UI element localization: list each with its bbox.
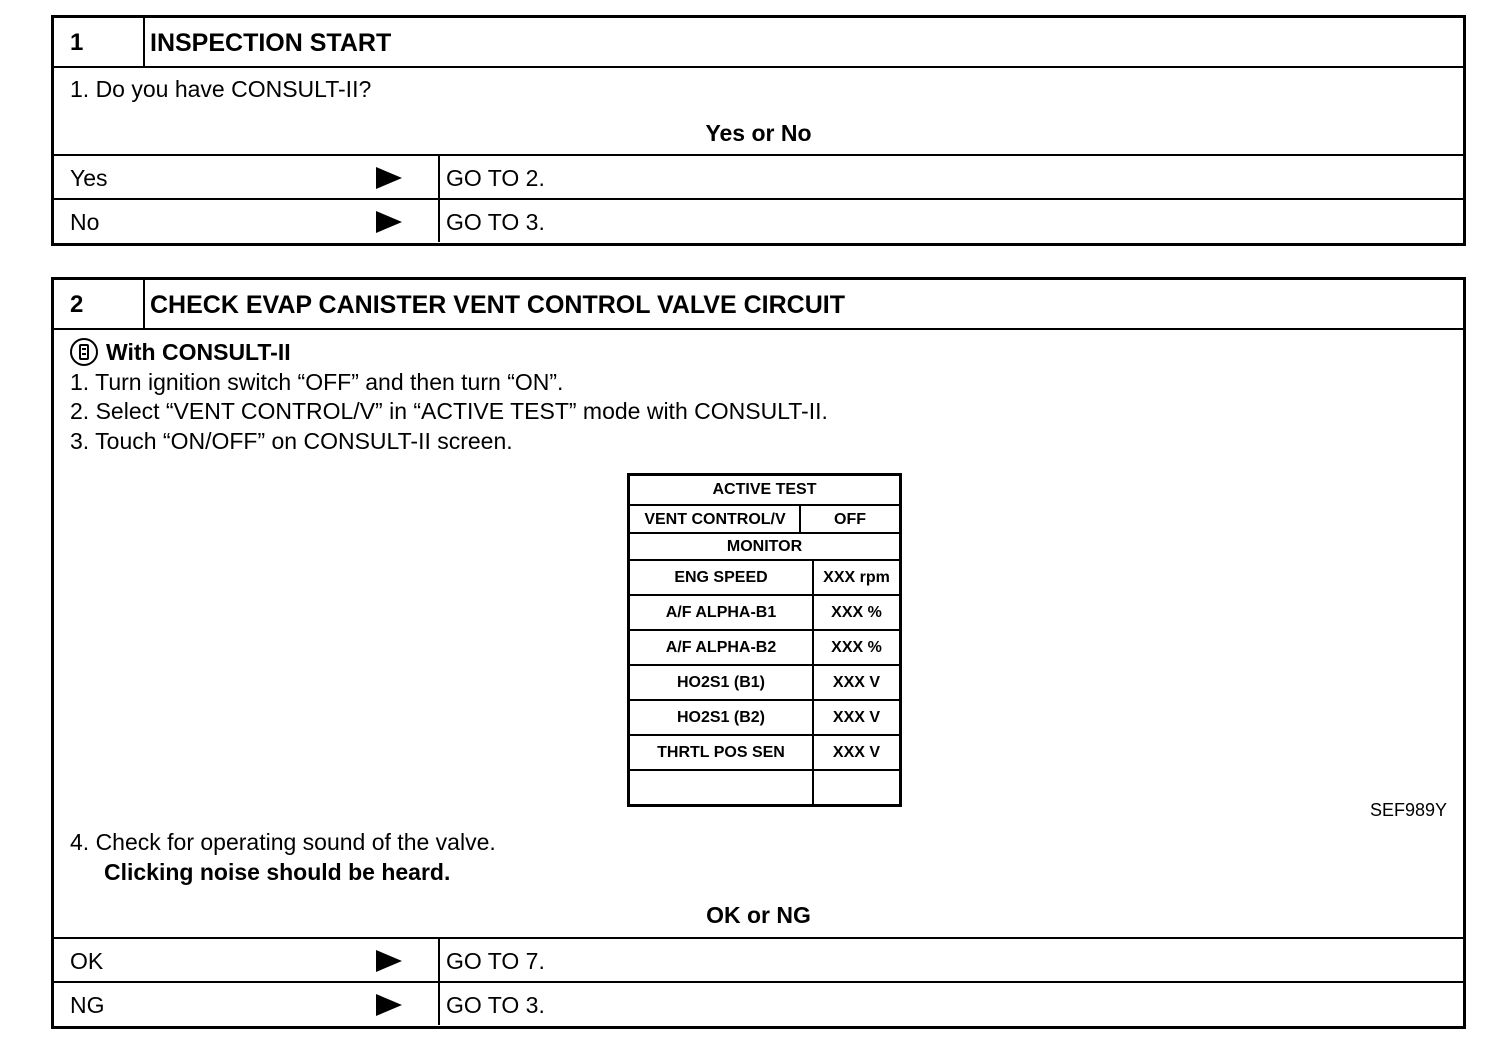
monitor-item: HO2S1 (B1) <box>676 674 766 691</box>
expected-result: Clicking noise should be heard. <box>104 859 451 885</box>
step-title: INSPECTION START <box>150 29 392 57</box>
result-label: No <box>70 209 100 235</box>
monitor-item: A/F ALPHA-B2 <box>665 639 777 656</box>
procedure-step: 1. Turn ignition switch “OFF” and then turn “ON”. <box>70 369 564 395</box>
step-1-block <box>51 15 1466 246</box>
with-consult-heading <box>70 337 291 367</box>
question-text: Yes or No <box>705 120 812 146</box>
monitor-value: XXX % <box>831 639 882 656</box>
monitor-item: HO2S1 (B2) <box>676 709 766 726</box>
monitor-item: THRTL POS SEN <box>657 744 785 761</box>
with-consult-label: With CONSULT-II <box>106 339 291 365</box>
step-2-block <box>51 277 1466 1029</box>
step-number: 2 <box>54 280 145 328</box>
question-text: OK or NG <box>706 902 811 928</box>
monitor-item: ENG SPEED <box>674 569 768 586</box>
result-action-link[interactable]: GO TO 2. <box>438 156 545 198</box>
arrow-right-icon <box>376 994 402 1016</box>
arrow-right-icon <box>376 211 402 233</box>
result-label: NG <box>70 992 105 1018</box>
result-row-no[interactable] <box>54 198 1463 242</box>
arrow-right-icon <box>376 167 402 189</box>
instruction-text: 1. Do you have CONSULT-II? <box>70 76 372 102</box>
result-action-link[interactable]: GO TO 7. <box>438 939 545 981</box>
result-row-yes[interactable] <box>54 154 1463 198</box>
result-action-link[interactable]: GO TO 3. <box>438 200 545 242</box>
result-row-ok[interactable] <box>54 937 1463 981</box>
procedure-step: 2. Select “VENT CONTROL/V” in “ACTIVE TEST” mode with CONSULT-II. <box>70 398 828 424</box>
step-2-header <box>54 280 1463 330</box>
test-item-value: OFF <box>834 511 866 528</box>
arrow-right-icon <box>376 950 402 972</box>
consult-tester-icon <box>70 338 98 366</box>
step-title: CHECK EVAP CANISTER VENT CONTROL VALVE CIRCUIT <box>150 291 845 319</box>
screen-title: ACTIVE TEST <box>712 481 817 498</box>
monitor-value: XXX % <box>831 604 882 621</box>
figure-id: SEF989Y <box>1369 800 1447 820</box>
procedure-step: 4. Check for operating sound of the valve. <box>70 829 496 855</box>
monitor-item: A/F ALPHA-B1 <box>665 604 777 621</box>
monitor-value: XXX V <box>832 744 881 761</box>
monitor-value: XXX V <box>832 709 881 726</box>
active-test-screen <box>627 473 902 807</box>
test-item-label: VENT CONTROL/V <box>644 511 786 528</box>
procedure-step: 3. Touch “ON/OFF” on CONSULT-II screen. <box>70 428 513 454</box>
result-row-ng[interactable] <box>54 981 1463 1025</box>
result-action-link[interactable]: GO TO 3. <box>438 983 545 1025</box>
result-label: Yes <box>70 165 108 191</box>
result-label: OK <box>70 948 104 974</box>
step-1-header <box>54 18 1463 68</box>
step-number: 1 <box>54 18 145 66</box>
monitor-value: XXX V <box>832 674 881 691</box>
monitor-value: XXX rpm <box>823 569 890 586</box>
monitor-label: MONITOR <box>726 538 803 555</box>
